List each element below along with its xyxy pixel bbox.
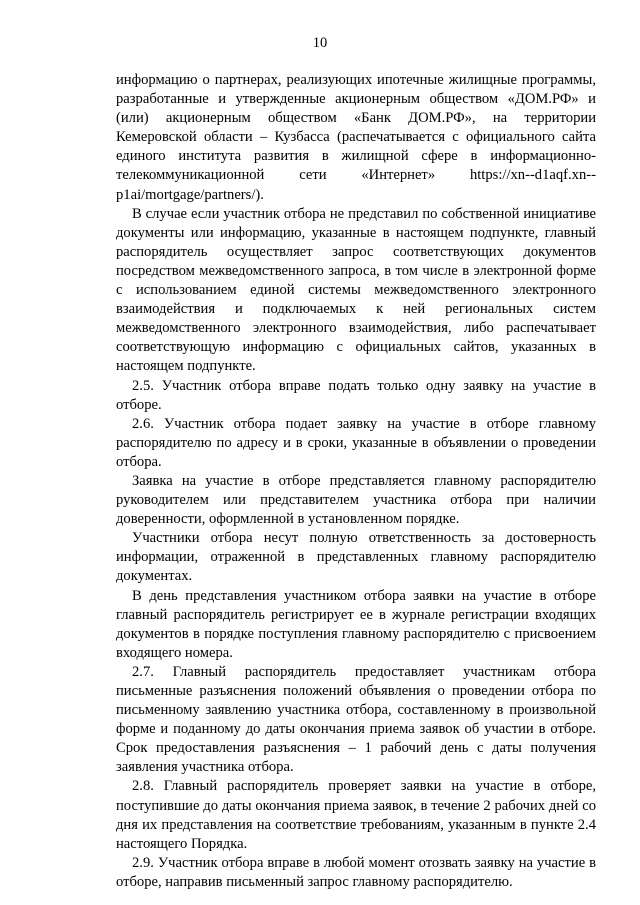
paragraph-2-7: 2.7. Главный распорядитель предоставляет участникам отбора письменные разъяснения положений объявления о проведении отбора по письменному заявлению участника отбора, составленному в произвольной форме и поданному до даты окончания приема заявок об участии в отборе. Срок предоставления разъяснения – 1 рабочий день с даты получения заявления участника отбора. [116, 663, 596, 776]
page-number: 10 [312, 35, 328, 51]
paragraph-2-9: 2.9. Участник отбора вправе в любой момент отозвать заявку на участие в отборе, направив письменный запрос главному распорядителю. [116, 854, 596, 890]
paragraph-registration: В день представления участником отбора заявки на участие в отборе главный распорядитель регистрирует ее в журнале регистрации входящих документов в порядке поступления главному распорядителю с присвоением входящего номера. [116, 587, 596, 661]
paragraph-interagency-request: В случае если участник отбора не представил по собственной инициативе документы или информацию, указанные в настоящем подпункте, главный распорядитель осуществляет запрос соответствующих документов посредством межведомственного запроса, в том числе в электронной форме с использованием единой системы межведомственного электронного взаимодействия и подключаемых к ней региональных систем межведомственного электронного взаимодействия, либо распечатывает соответствующую информацию с официальных сайтов, указанных в настоящем подпункте. [116, 205, 596, 375]
paragraph-application-submission: Заявка на участие в отборе представляется главному распорядителю руководителем или представителем участника отбора при наличии доверенности, оформленной в установленном порядке. [116, 472, 596, 528]
paragraph-2-8: 2.8. Главный распорядитель проверяет заявки на участие в отборе, поступившие до даты окончания приема заявок, в течение 2 рабочих дней со дня их представления на соответствие требованиям, указанным в пункте 2.4 настоящего Порядка. [116, 778, 596, 852]
paragraph-responsibility: Участники отбора несут полную ответственность за достоверность информации, отраженной в представленных главному распорядителю документах. [116, 530, 596, 585]
paragraph-partners-info: информацию о партнерах, реализующих ипотечные жилищные программы, разработанные и утвержденные акционерным обществом «ДОМ.РФ» и (или) акционерным обществом «Банк ДОМ.РФ», на территории Кемеровской области – Кузбасса (распечатывается с официального сайта единого института развития в жилищной сфере в информационно-телекоммуникационной сети «Интернет» https://xn--d1aqf.xn--p1ai/mortgage/partners/). [116, 72, 596, 203]
paragraph-2-6: 2.6. Участник отбора подает заявку на участие в отборе главному распорядителю по адресу и в сроки, указанные в объявлении о проведении отбора. [116, 415, 596, 470]
document-body [116, 71, 596, 892]
paragraph-2-5: 2.5. Участник отбора вправе подать только одну заявку на участие в отборе. [116, 377, 596, 413]
